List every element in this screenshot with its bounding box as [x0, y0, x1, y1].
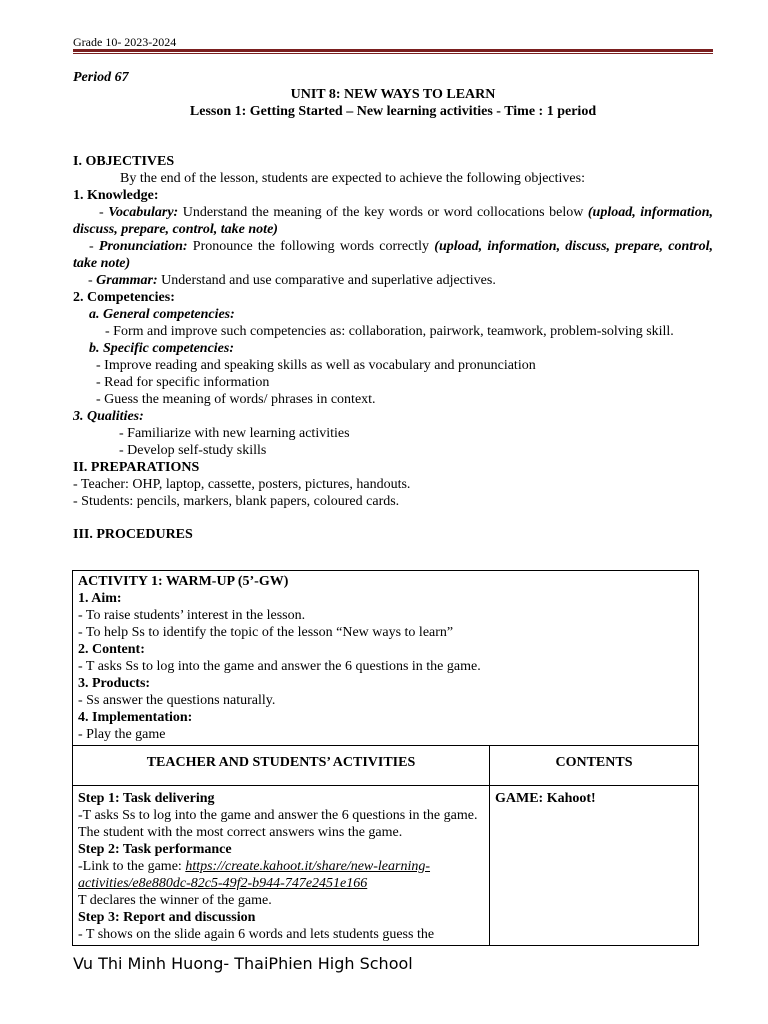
column-header-contents: CONTENTS	[490, 746, 699, 786]
step1-text: -T asks Ss to log into the game and answer the 6 questions in the game. The student with the most correct answers wins the game.	[78, 808, 478, 840]
unit-title: UNIT 8: NEW WAYS TO LEARN	[290, 87, 496, 102]
page-header: Grade 10- 2023-2024	[73, 35, 177, 49]
preparations-heading: II. PREPARATIONS	[73, 460, 200, 475]
objectives-heading: I. OBJECTIVES	[73, 154, 175, 169]
general-competencies-heading: a. General competencies:	[89, 307, 235, 322]
implementation-text: - Play the game	[78, 727, 166, 742]
qualities-heading: 3. Qualities:	[73, 409, 144, 424]
competencies-heading: 2. Competencies:	[73, 290, 175, 305]
aim-item: - To help Ss to identify the topic of the lesson “New ways to learn”	[78, 625, 454, 640]
specific-item: - Improve reading and speaking skills as well as vocabulary and pronunciation	[96, 358, 536, 373]
step2-heading: Step 2: Task performance	[78, 842, 232, 857]
vocabulary-objective: - Vocabulary: Understand the meaning of the key words or word collocations below (upload, information, discuss, prepare, control, take note)	[73, 205, 713, 237]
page-footer: Vu Thi Minh Huong- ThaiPhien High School	[73, 954, 413, 973]
step3-heading: Step 3: Report and discussion	[78, 910, 256, 925]
products-text: - Ss answer the questions naturally.	[78, 693, 276, 708]
objectives-intro: By the end of the lesson, students are expected to achieve the following objectives:	[120, 171, 585, 186]
pronunciation-objective: - Pronunciation: Pronounce the following words correctly (upload, information, discuss, prepare, control, take note)	[73, 239, 714, 271]
qualities-item: - Familiarize with new learning activities	[119, 426, 350, 441]
step2-link-line: -Link to the game: https://create.kahoot.it/share/new-learning-activities/e8e880dc-82c5-49f2-b944-747e2451e166	[78, 859, 431, 891]
contents-cell	[490, 786, 699, 946]
activity-overview-cell	[73, 571, 699, 746]
period-label: Period 67	[73, 70, 129, 85]
activity-table	[72, 570, 699, 946]
contents-text: GAME: Kahoot!	[495, 791, 596, 806]
activities-cell	[73, 786, 490, 946]
specific-item: - Guess the meaning of words/ phrases in context.	[96, 392, 376, 407]
preparations-teacher: - Teacher: OHP, laptop, cassette, posters, pictures, handouts.	[73, 477, 411, 492]
general-competencies-text: - Form and improve such competencies as: collaboration, pairwork, teamwork, problem-solving skill.	[105, 324, 674, 339]
activity-title: ACTIVITY 1: WARM-UP (5’-GW)	[78, 574, 289, 589]
content-heading: 2. Content:	[78, 642, 145, 657]
grammar-objective: - Grammar: Understand and use comparative and superlative adjectives.	[88, 273, 496, 288]
document-body	[73, 69, 713, 543]
kahoot-link[interactable]: https://create.kahoot.it/share/new-learning-activities/e8e880dc-82c5-49f2-b944-747e2451e166	[78, 859, 431, 891]
content-text: - T asks Ss to log into the game and answer the 6 questions in the game.	[78, 659, 481, 674]
step2-text: T declares the winner of the game.	[78, 893, 272, 908]
procedures-heading: III. PROCEDURES	[73, 527, 193, 542]
implementation-heading: 4. Implementation:	[78, 710, 193, 725]
qualities-item: - Develop self-study skills	[119, 443, 267, 458]
header-rule	[73, 49, 713, 55]
column-header-activities: TEACHER AND STUDENTS’ ACTIVITIES	[73, 746, 490, 786]
aim-heading: 1. Aim:	[78, 591, 122, 606]
aim-item: - To raise students’ interest in the lesson.	[78, 608, 306, 623]
knowledge-heading: 1. Knowledge:	[73, 188, 159, 203]
lesson-title: Lesson 1: Getting Started – New learning activities - Time : 1 period	[189, 104, 597, 119]
step1-heading: Step 1: Task delivering	[78, 791, 215, 806]
specific-item: - Read for specific information	[96, 375, 270, 390]
products-heading: 3. Products:	[78, 676, 151, 691]
step3-text: - T shows on the slide again 6 words and lets students guess the	[78, 927, 435, 942]
specific-competencies-heading: b. Specific competencies:	[89, 341, 235, 356]
preparations-students: - Students: pencils, markers, blank papers, coloured cards.	[73, 494, 400, 509]
